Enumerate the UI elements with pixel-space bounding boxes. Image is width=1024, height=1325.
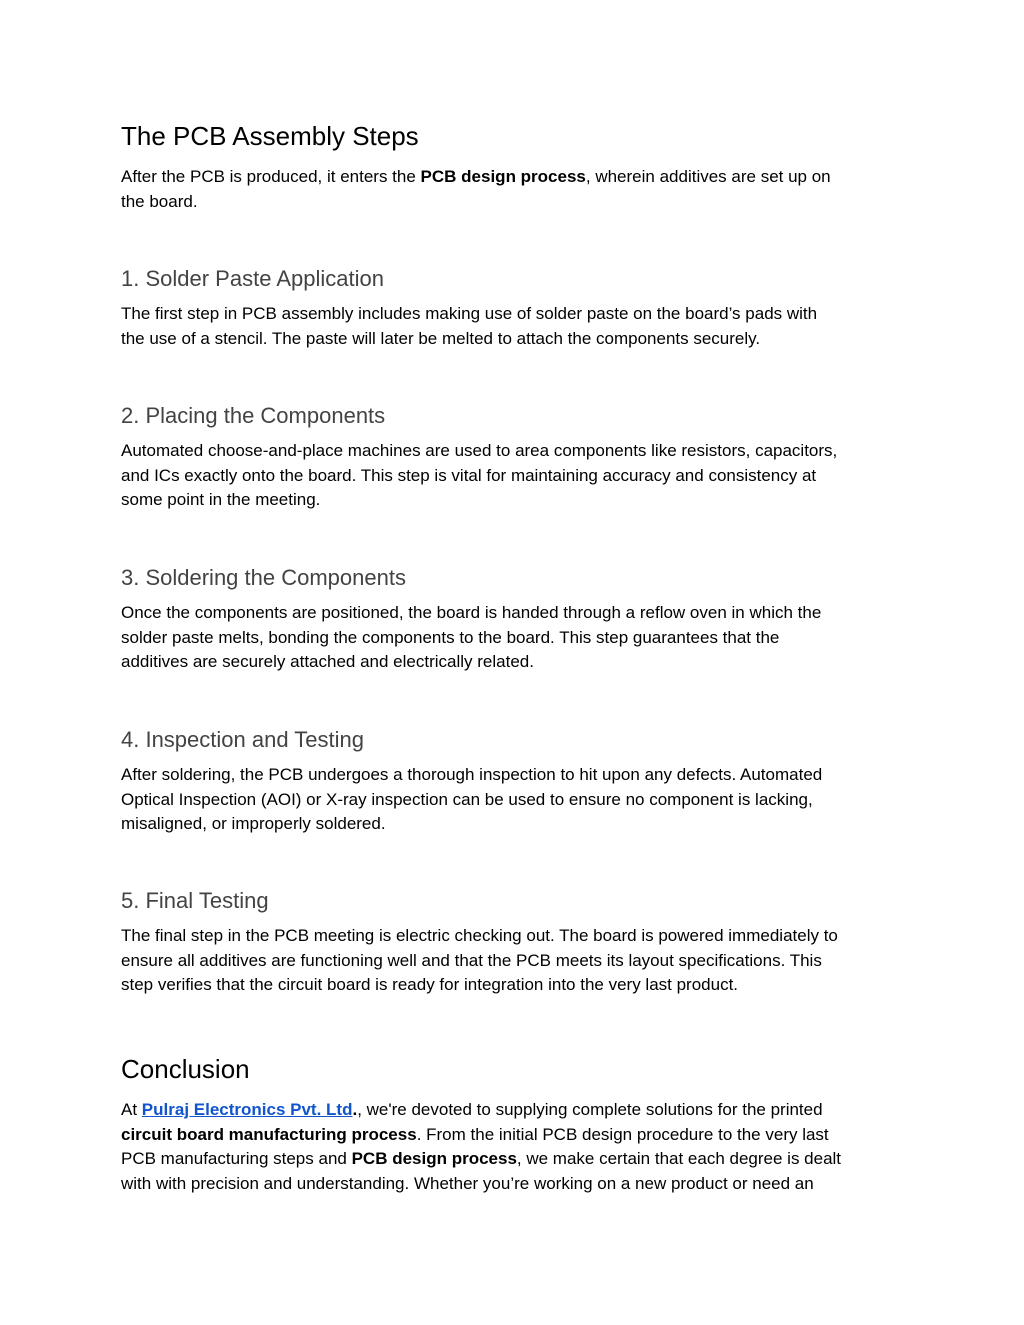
- paragraph-line: some point in the meeting.: [121, 490, 321, 509]
- step-heading-5: 5. Final Testing: [121, 888, 269, 913]
- conclusion-text: . From the initial PCB design procedure to the very last: [416, 1124, 829, 1144]
- paragraph-line: additives are securely attached and electrically related.: [121, 652, 534, 671]
- step-paragraph-4: [121, 763, 911, 837]
- conclusion-paragraph: [121, 1098, 911, 1196]
- step-heading-4: 4. Inspection and Testing: [121, 727, 364, 752]
- paragraph-line: solder paste melts, bonding the components to the board. This step guarantees that the: [121, 627, 780, 647]
- paragraph-line: ensure all additives are functioning well and that the PCB meets its layout specifications. This: [121, 950, 822, 970]
- paragraph-line: misaligned, or improperly soldered.: [121, 814, 386, 833]
- intro-text: the board.: [121, 191, 198, 211]
- conclusion-bold-period: .: [352, 1100, 358, 1119]
- step-paragraph-5: [121, 924, 911, 998]
- paragraph-line: the use of a stencil. The paste will later be melted to attach the components securely.: [121, 328, 761, 348]
- paragraph-line: Once the components are positioned, the board is handed through a reflow oven in which the: [121, 603, 822, 622]
- conclusion-text: PCB manufacturing steps and: [121, 1149, 352, 1168]
- conclusion-text: , we make certain that each degree is dealt: [516, 1149, 842, 1168]
- paragraph-line: step verifies that the circuit board is ready for integration into the very last product.: [121, 975, 739, 994]
- conclusion-bold-term: PCB design process: [351, 1149, 517, 1168]
- conclusion-text: , we're devoted to supplying complete solutions for the printed: [357, 1100, 823, 1119]
- step-heading-1: 1. Solder Paste Application: [121, 266, 384, 291]
- intro-bold-term: PCB design process: [420, 167, 586, 186]
- conclusion-text: At: [121, 1100, 142, 1119]
- conclusion-heading: Conclusion: [121, 1054, 250, 1084]
- intro-text: , wherein additives are set up on: [585, 167, 831, 186]
- conclusion-bold-term: circuit board manufacturing process: [121, 1124, 417, 1144]
- paragraph-line: The first step in PCB assembly includes making use of solder paste on the board’s pads with: [121, 304, 818, 323]
- conclusion-text: with with precision and understanding. Whether you’re working on a new product or need an: [121, 1173, 814, 1193]
- step-paragraph-3: [121, 601, 911, 675]
- paragraph-line: Optical Inspection (AOI) or X-ray inspection can be used to ensure no component is lacking,: [121, 789, 813, 809]
- step-paragraph-1: [121, 302, 911, 351]
- step-paragraph-2: [121, 439, 911, 513]
- step-heading-3: 3. Soldering the Components: [121, 565, 406, 590]
- step-heading-2: 2. Placing the Components: [121, 403, 386, 428]
- paragraph-line: The final step in the PCB meeting is electric checking out. The board is powered immediately to: [121, 926, 838, 945]
- page-title: The PCB Assembly Steps: [121, 121, 419, 151]
- intro-text: After the PCB is produced, it enters the: [121, 167, 421, 186]
- paragraph-line: After soldering, the PCB undergoes a thorough inspection to hit upon any defects. Automated: [121, 765, 823, 784]
- intro-paragraph: [121, 165, 911, 214]
- paragraph-line: and ICs exactly onto the board. This step is vital for maintaining accuracy and consistency at: [121, 465, 817, 485]
- paragraph-line: Automated choose-and-place machines are used to area components like resistors, capacitors,: [121, 441, 838, 460]
- company-link[interactable]: Pulraj Electronics Pvt. Ltd: [141, 1100, 353, 1119]
